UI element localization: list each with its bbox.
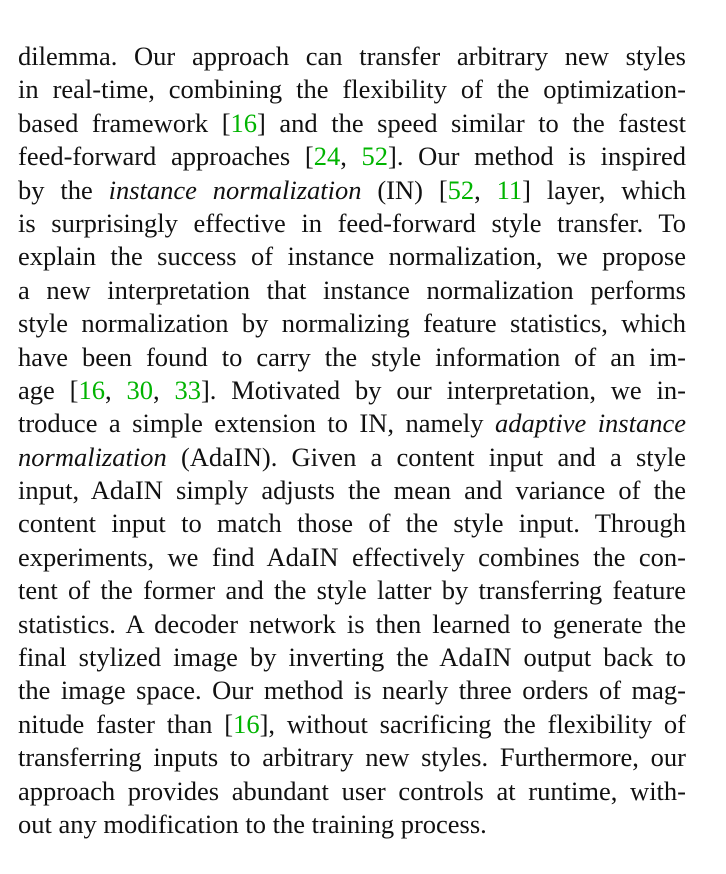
- text-line: [18, 608, 686, 641]
- citation-link[interactable]: 16: [78, 374, 105, 405]
- text-span: input, AdaIN simply adjusts the mean and variance of the: [18, 475, 686, 506]
- text-line: [18, 174, 686, 207]
- text-line: [18, 441, 686, 474]
- text-span: feed-forward approaches [: [18, 141, 314, 172]
- citation-link[interactable]: 16: [233, 708, 260, 739]
- text-span: in real-time, combining the flexibility of the optimization-: [18, 74, 686, 105]
- text-line: [18, 708, 686, 741]
- text-span: the image space. Our method is nearly three orders of mag-: [18, 675, 686, 706]
- text-line: [18, 474, 686, 507]
- text-line: [18, 507, 686, 540]
- text-line: [18, 240, 686, 273]
- text-span: statistics. A decoder network is then learned to generate the: [18, 608, 686, 639]
- text-span: a new interpretation that instance normalization performs: [18, 274, 686, 305]
- italic-term: adaptive instance: [494, 408, 687, 439]
- citation-link[interactable]: 30: [126, 374, 153, 405]
- citation-link[interactable]: 24: [313, 141, 341, 172]
- text-span: explain the success of instance normalization, we propose: [18, 241, 686, 272]
- text-span: ] and the speed similar to the fastest: [257, 107, 686, 138]
- text-span: nitude faster than [: [18, 708, 234, 739]
- text-span: final stylized image by inverting the AdaIN output back to: [18, 642, 686, 673]
- text-line: [18, 341, 686, 374]
- citation-link[interactable]: 11: [496, 174, 523, 205]
- text-line: [18, 741, 686, 774]
- text-line: [18, 407, 686, 440]
- text-span: have been found to carry the style information of an im-: [18, 341, 686, 372]
- text-line: [18, 307, 686, 340]
- text-span: ]. Our method is inspired: [388, 141, 687, 172]
- text-span: ,: [474, 174, 497, 205]
- text-span: style normalization by normalizing feature statistics, which: [18, 308, 686, 339]
- text-span: ,: [104, 374, 127, 405]
- text-line: [18, 40, 686, 73]
- citation-link[interactable]: 52: [447, 174, 475, 205]
- paper-paragraph: [18, 40, 686, 841]
- text-line: [18, 808, 686, 841]
- italic-term: normalization: [18, 441, 167, 472]
- text-line: [18, 574, 686, 607]
- text-line: [18, 107, 686, 140]
- text-span: approach provides abundant user controls at runtime, with-: [18, 775, 686, 806]
- text-line: [18, 541, 686, 574]
- text-span: ] layer, which: [522, 174, 686, 205]
- italic-term: instance normalization: [108, 174, 362, 205]
- text-line: [18, 641, 686, 674]
- text-span: experiments, we find AdaIN effectively combines the con-: [18, 541, 686, 572]
- text-span: ], without sacrificing the flexibility of: [259, 708, 686, 739]
- text-span: ]. Motivated by our interpretation, we in-: [200, 374, 686, 405]
- text-line: [18, 374, 686, 407]
- text-line: [18, 674, 686, 707]
- text-span: troduce a simple extension to IN, namely: [18, 408, 495, 439]
- text-span: age [: [18, 374, 79, 405]
- text-span: by the: [18, 174, 109, 205]
- text-span: is surprisingly effective in feed-forward style transfer. To: [18, 207, 686, 238]
- text-line: [18, 207, 686, 240]
- text-line: [18, 274, 686, 307]
- text-line: [18, 775, 686, 808]
- text-span: tent of the former and the style latter by transferring feature: [18, 575, 686, 606]
- text-span: ,: [340, 141, 362, 172]
- citation-link[interactable]: 33: [174, 374, 201, 405]
- text-line: [18, 140, 686, 173]
- text-span: based framework [: [18, 107, 231, 138]
- text-span: ,: [152, 374, 175, 405]
- text-span: dilemma. Our approach can transfer arbitrary new styles: [18, 41, 686, 71]
- text-span: (IN) [: [361, 174, 448, 205]
- text-span: content input to match those of the style input. Through: [18, 508, 686, 539]
- text-span: transferring inputs to arbitrary new styles. Furthermore, our: [18, 742, 686, 773]
- text-span: out any modification to the training process.: [18, 808, 487, 839]
- citation-link[interactable]: 16: [230, 107, 258, 138]
- citation-link[interactable]: 52: [361, 141, 389, 172]
- text-line: [18, 73, 686, 106]
- text-span: (AdaIN). Given a content input and a style: [166, 441, 686, 472]
